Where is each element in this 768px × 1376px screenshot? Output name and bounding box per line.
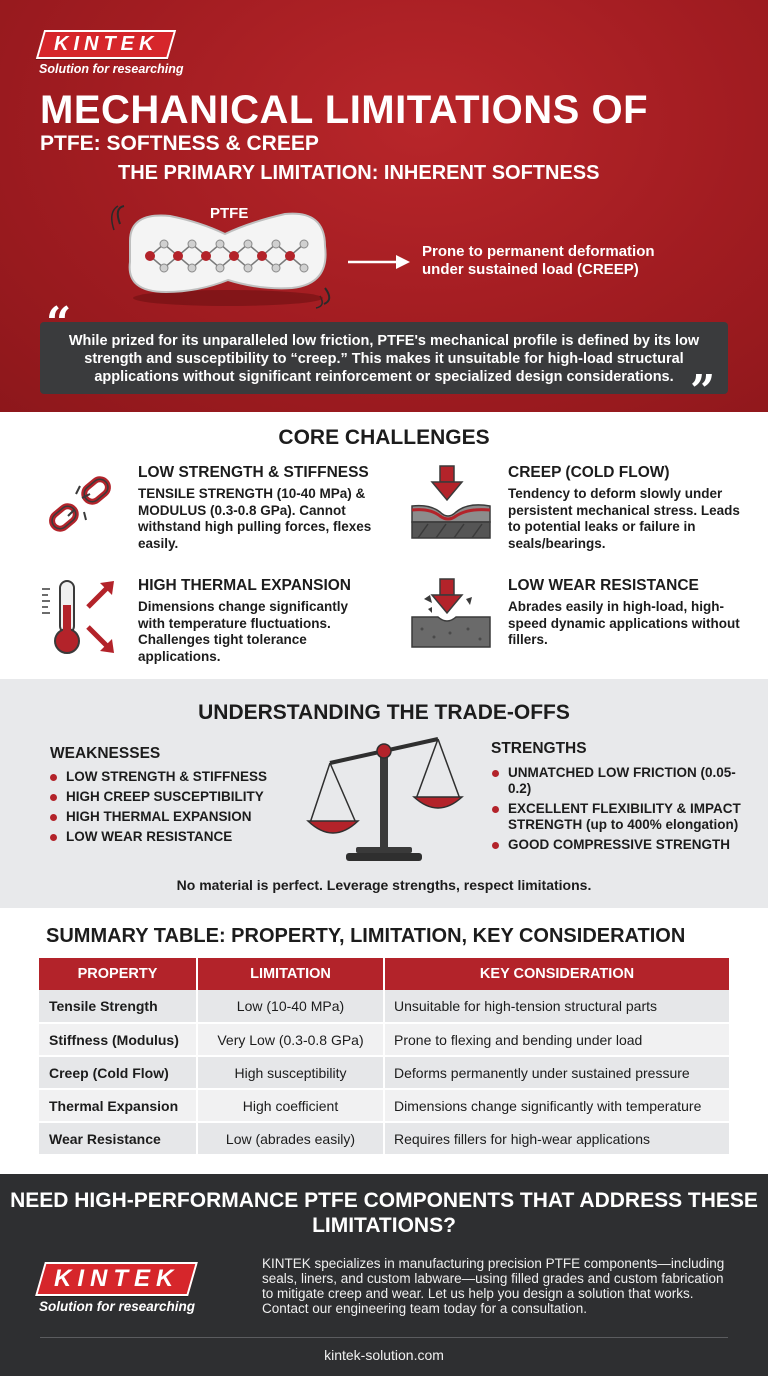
table-cell: High susceptibility bbox=[197, 1056, 384, 1089]
broken-chain-icon bbox=[40, 464, 120, 544]
tradeoffs-heading: UNDERSTANDING THE TRADE-OFFS bbox=[198, 701, 570, 724]
logo-tagline: Solution for researching bbox=[39, 1299, 196, 1314]
quote-close-icon: ” bbox=[690, 366, 716, 417]
table-cell: Low (10-40 MPa) bbox=[197, 990, 384, 1023]
hero-section bbox=[0, 0, 768, 417]
creep-deformation-icon bbox=[410, 464, 492, 544]
ptfe-molecule-illustration bbox=[110, 196, 340, 311]
table-cell: Creep (Cold Flow) bbox=[39, 1056, 197, 1089]
challenge-body: TENSILE STRENGTH (10-40 MPa) & MODULUS (0.3-0.8 GPa). Cannot withstand high pulling forces, flexes easily. bbox=[138, 486, 372, 551]
weaknesses-title: WEAKNESSES bbox=[50, 745, 161, 762]
table-cell: Low (abrades easily) bbox=[197, 1122, 384, 1155]
column-header: KEY CONSIDERATION bbox=[384, 958, 729, 990]
core-challenges-heading: CORE CHALLENGES bbox=[278, 426, 490, 449]
table-cell: Deforms permanently under sustained pressure bbox=[384, 1056, 729, 1089]
challenge-title: LOW STRENGTH & STIFFNESS bbox=[138, 464, 369, 481]
table-cell: High coefficient bbox=[197, 1089, 384, 1122]
challenge-body: Dimensions change significantly with temperature fluctuations. Challenges tight tolerance applications. bbox=[138, 599, 349, 664]
challenge-wear bbox=[410, 577, 750, 667]
summary-heading: SUMMARY TABLE: PROPERTY, LIMITATION, KEY CONSIDERATION bbox=[46, 925, 686, 947]
logo-tagline: Solution for researching bbox=[39, 62, 184, 76]
table-row bbox=[39, 1056, 729, 1089]
list-item: UNMATCHED LOW FRICTION (0.05-0.2) bbox=[492, 765, 742, 797]
footer-description: KINTEK specializes in manufacturing precision PTFE components—including seals, liners, and custom labware—using filled grades and custom fabrication to mitigate creep and wear. Let us help you design a solution that works. Contact our engineering team today for a consultation. bbox=[262, 1256, 725, 1316]
hero-subtitle: THE PRIMARY LIMITATION: INHERENT SOFTNESS bbox=[118, 162, 600, 184]
table-row bbox=[39, 990, 729, 1023]
footer-section bbox=[0, 1174, 768, 1376]
creep-note: Prone to permanent deformation under sustained load (CREEP) bbox=[422, 243, 655, 278]
table-header-row bbox=[39, 958, 729, 990]
ptfe-label: PTFE bbox=[210, 205, 249, 222]
challenge-low-strength bbox=[40, 464, 380, 564]
list-item: LOW WEAR RESISTANCE bbox=[50, 829, 300, 845]
footer-divider bbox=[40, 1337, 728, 1338]
weaknesses-list bbox=[50, 769, 300, 849]
quote-open-icon: “ bbox=[46, 298, 72, 349]
table-cell: Very Low (0.3-0.8 GPa) bbox=[197, 1023, 384, 1056]
thermometer-icon bbox=[40, 577, 122, 659]
table-cell: Prone to flexing and bending under load bbox=[384, 1023, 729, 1056]
list-item: EXCELLENT FLEXIBILITY & IMPACT STRENGTH (up to 400% elongation) bbox=[492, 801, 742, 833]
challenge-title: HIGH THERMAL EXPANSION bbox=[138, 577, 351, 594]
strengths-list bbox=[492, 765, 742, 857]
kintek-logo[interactable] bbox=[40, 30, 183, 76]
table-cell: Thermal Expansion bbox=[39, 1089, 197, 1122]
table-cell: Tensile Strength bbox=[39, 990, 197, 1023]
challenge-title: CREEP (COLD FLOW) bbox=[508, 464, 670, 481]
logo-wordmark: KINTEK bbox=[36, 30, 177, 59]
list-item: GOOD COMPRESSIVE STRENGTH bbox=[492, 837, 742, 853]
arrow-right-icon bbox=[346, 252, 412, 272]
table-cell: Wear Resistance bbox=[39, 1122, 197, 1155]
table-row bbox=[39, 1023, 729, 1056]
column-header: LIMITATION bbox=[197, 958, 384, 990]
table-cell: Requires fillers for high-wear applications bbox=[384, 1122, 729, 1155]
intro-quote: While prized for its unparalleled low friction, PTFE's mechanical profile is defined by its low strength and susceptibility to “creep.” This makes it unsuitable for high-load structural applications without significant reinforcement or specialized design considerations. bbox=[40, 322, 728, 394]
list-item: HIGH CREEP SUSCEPTIBILITY bbox=[50, 789, 300, 805]
page-title-line2: PTFE: SOFTNESS & CREEP bbox=[40, 132, 319, 155]
table-cell: Dimensions change significantly with temperature bbox=[384, 1089, 729, 1122]
list-item: HIGH THERMAL EXPANSION bbox=[50, 809, 300, 825]
wear-icon bbox=[410, 577, 492, 653]
logo-wordmark: KINTEK bbox=[35, 1262, 198, 1296]
challenge-title: LOW WEAR RESISTANCE bbox=[508, 577, 699, 594]
balance-scale-icon bbox=[304, 733, 464, 869]
website-link[interactable]: kintek-solution.com bbox=[324, 1347, 444, 1363]
challenge-body: Abrades easily in high-load, high-speed dynamic applications without fillers. bbox=[508, 599, 740, 647]
kintek-logo-footer[interactable] bbox=[40, 1262, 195, 1314]
list-item: LOW STRENGTH & STIFFNESS bbox=[50, 769, 300, 785]
strengths-title: STRENGTHS bbox=[491, 740, 587, 757]
challenge-body: Tendency to deform slowly under persistent mechanical stress. Leads to potential leaks or failure in seals/bearings. bbox=[508, 486, 740, 551]
summary-table bbox=[39, 958, 729, 1156]
tradeoffs-footer: No material is perfect. Leverage strengths, respect limitations. bbox=[176, 877, 592, 893]
column-header: PROPERTY bbox=[39, 958, 197, 990]
tradeoffs-section bbox=[0, 679, 768, 908]
table-cell: Stiffness (Modulus) bbox=[39, 1023, 197, 1056]
footer-heading: NEED HIGH-PERFORMANCE PTFE COMPONENTS THAT ADDRESS THESE LIMITATIONS? bbox=[10, 1189, 758, 1237]
challenge-thermal-expansion bbox=[40, 577, 380, 667]
page-title: MECHANICAL LIMITATIONS OF bbox=[40, 88, 649, 132]
table-row bbox=[39, 1122, 729, 1155]
table-row bbox=[39, 1089, 729, 1122]
table-cell: Unsuitable for high-tension structural parts bbox=[384, 990, 729, 1023]
challenge-creep bbox=[410, 464, 750, 564]
